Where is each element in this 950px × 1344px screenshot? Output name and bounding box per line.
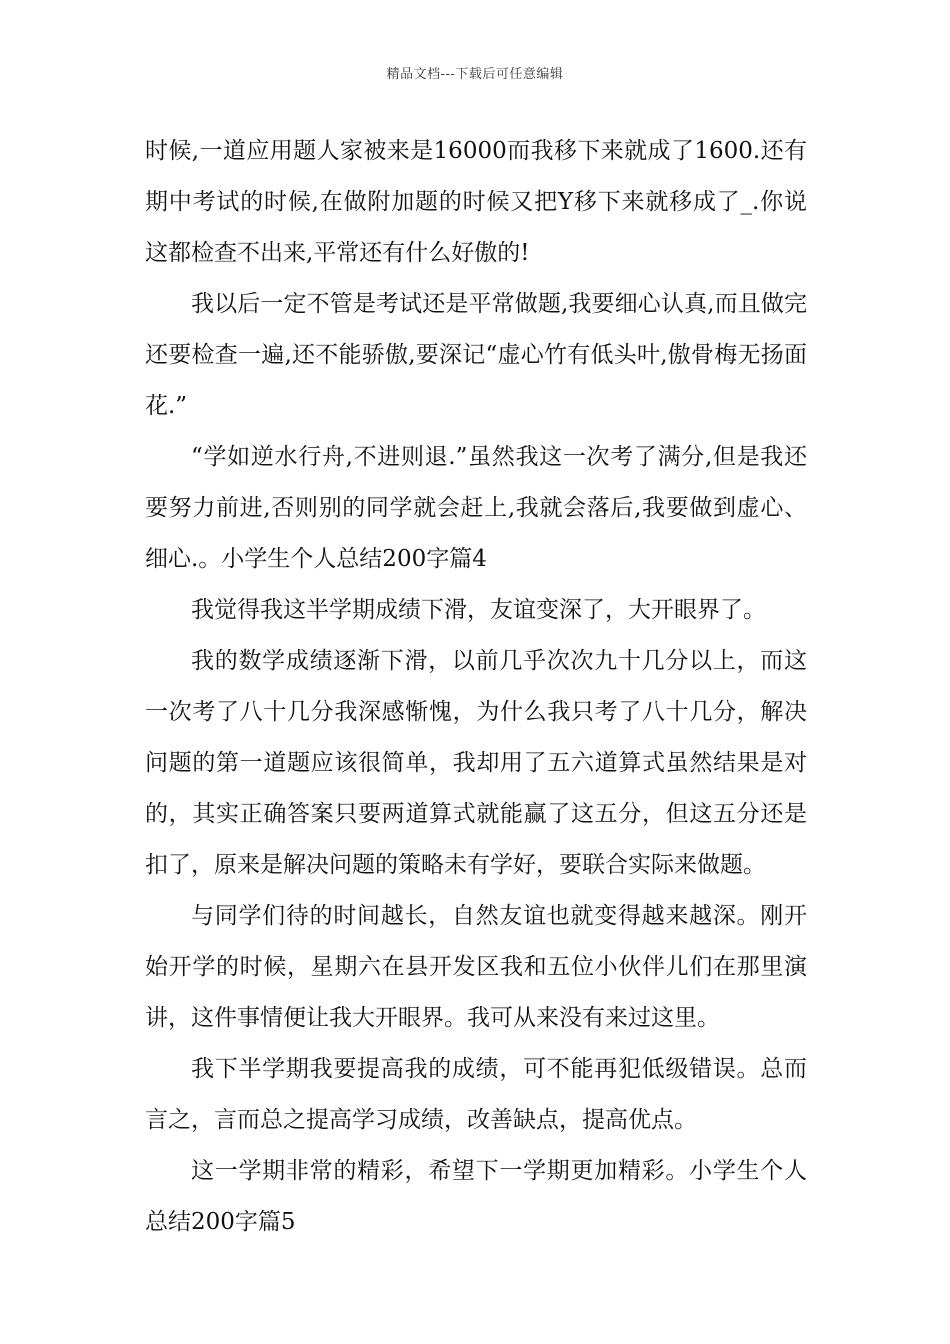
paragraph-2: 我以后一定不管是考试还是平常做题,我要细心认真,而且做完还要检查一遍,还不能骄傲,要深记“虚心竹有低头叶,傲骨梅无扬面花.” — [145, 291, 807, 419]
paragraph-4: 我觉得我这半学期成绩下滑，友谊变深了，大开眼界了。 — [191, 597, 766, 623]
paragraph-7: 我下半学期我要提高我的成绩，可不能再犯低级错误。总而言之，言而总之提高学习成绩，改善缺点，提高优点。 — [145, 1056, 807, 1133]
paragraph-1: 时候,一道应用题人家被来是16000而我移下来就成了1600.还有期中考试的时候,在做附加题的时候又把Y移下来就移成了_.你说这都检查不出来,平常还有什么好傲的! — [145, 138, 807, 266]
paragraph-3: “学如逆水行舟,不进则退.”虽然我这一次考了满分,但是我还要努力前进,否则别的同学就会赶上,我就会落后,我要做到虚心、细心.。小学生个人总结200字篇4 — [145, 444, 807, 572]
paragraph-5: 我的数学成绩逐渐下滑，以前几乎次次九十几分以上，而这一次考了八十几分我深感惭愧，为什么我只考了八十几分，解决问题的第一道题应该很简单，我却用了五六道算式虽然结果是对的，其实正确答案只要两道算式就能赢了这五分，但这五分还是扣了，原来是解决问题的策略未有学好，要联合实际来做题。 — [145, 648, 807, 878]
page-header: 精品文档---下载后可任意编辑 — [386, 67, 564, 82]
paragraph-6: 与同学们待的时间越长，自然友谊也就变得越来越深。刚开始开学的时候，星期六在县开发区我和五位小伙伴儿们在那里演讲，这件事情便让我大开眼界。我可从来没有来过这里。 — [145, 903, 807, 1031]
document-body — [145, 126, 807, 1248]
paragraph-8: 这一学期非常的精彩，希望下一学期更加精彩。小学生个人总结200字篇5 — [145, 1158, 807, 1235]
